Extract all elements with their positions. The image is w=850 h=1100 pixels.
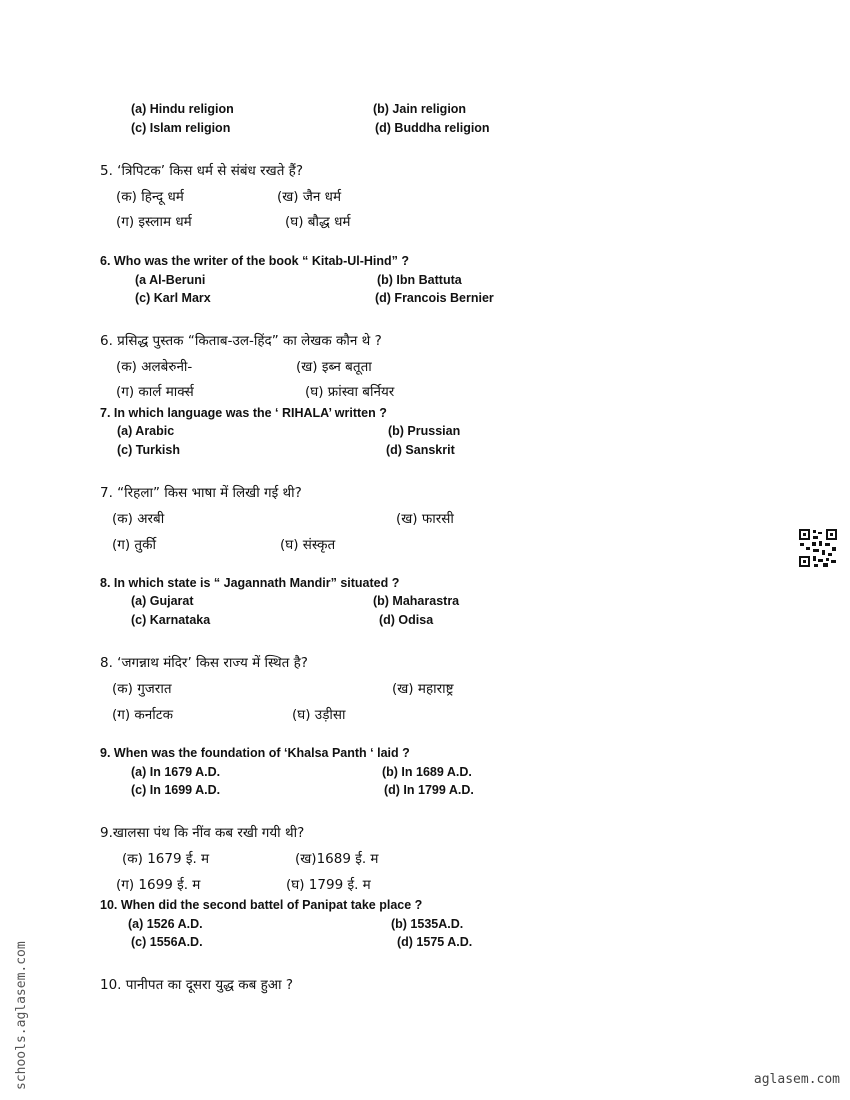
q10-option-a: (a) 1526 A.D. (128, 917, 203, 931)
q7-option-d: (d) Sanskrit (386, 443, 455, 457)
q8-option-a: (a) Gujarat (131, 594, 194, 608)
q5-hindi-option-gha: (घ) बौद्ध धर्म (285, 214, 351, 230)
q6-hindi-option-ka: (क) अलबेरुनी- (116, 359, 193, 375)
q9-hindi-option-ka: (क) 1679 ई. म (122, 851, 210, 867)
q6-hindi-question: 6. प्रसिद्ध पुस्तक “किताब-उल-हिंद” का लेखक कौन थे ? (100, 333, 382, 349)
q5-hindi-option-kha: (ख) जैन धर्म (277, 189, 342, 205)
q8-hindi-option-kha: (ख) महाराष्ट्र (392, 681, 454, 697)
q8-option-c: (c) Karnataka (131, 613, 211, 627)
q4-option-b: (b) Jain religion (373, 102, 467, 116)
q9-option-c: (c) In 1699 A.D. (131, 783, 221, 797)
q7-hindi-option-kha: (ख) फारसी (396, 511, 454, 527)
qr-code-icon (798, 528, 838, 568)
q6-hindi-option-kha: (ख) इब्न बतूता (296, 359, 372, 375)
q6-question: 6. Who was the writer of the book “ Kitab-Ul-Hind” ? (100, 254, 410, 268)
q7-option-a: (a) Arabic (117, 424, 175, 438)
q8-hindi-question: 8. ‘जगन्नाथ मंदिर’ किस राज्य में स्थित है? (100, 655, 308, 671)
q8-option-d: (d) Odisa (379, 613, 434, 627)
q8-hindi-option-ka: (क) गुजरात (112, 681, 172, 697)
q4-option-c: (c) Islam religion (131, 121, 231, 135)
q6-option-c: (c) Karl Marx (135, 291, 211, 305)
q10-option-d: (d) 1575 A.D. (397, 935, 473, 949)
q9-hindi-option-kha: (ख)1689 ई. म (295, 851, 379, 867)
q7-hindi-option-gha: (घ) संस्कृत (280, 537, 336, 553)
q9-question: 9. When was the foundation of ‘Khalsa Panth ‘ laid ? (100, 746, 410, 760)
q7-hindi-question: 7. “रिहला” किस भाषा में लिखी गई थी? (100, 485, 302, 501)
q7-hindi-option-ka: (क) अरबी (112, 511, 165, 527)
q10-hindi-question: 10. पानीपत का दूसरा युद्ध कब हुआ ? (100, 977, 294, 993)
q10-question: 10. When did the second battel of Panipat take place ? (100, 898, 423, 912)
q7-option-b: (b) Prussian (388, 424, 461, 438)
q8-hindi-option-ga: (ग) कर्नाटक (112, 707, 173, 723)
q6-hindi-option-gha: (घ) फ्रांस्वा बर्नियर (305, 384, 395, 400)
watermark-left: schools.aglasem.com (14, 941, 29, 1090)
q8-option-b: (b) Maharastra (373, 594, 460, 608)
q9-option-a: (a) In 1679 A.D. (131, 765, 221, 779)
q6-option-b: (b) Ibn Battuta (377, 273, 462, 287)
q5-hindi-option-ka: (क) हिन्दू धर्म (116, 189, 184, 205)
q10-option-c: (c) 1556A.D. (131, 935, 203, 949)
q9-hindi-question: 9.खालसा पंथ कि नींव कब रखी गयी थी? (100, 825, 305, 841)
q9-option-b: (b) In 1689 A.D. (382, 765, 472, 779)
q9-option-d: (d) In 1799 A.D. (384, 783, 474, 797)
q8-question: 8. In which state is “ Jagannath Mandir” situated ? (100, 576, 400, 590)
watermark-right: aglasem.com (753, 1072, 840, 1087)
q6-hindi-option-ga: (ग) कार्ल मार्क्स (116, 384, 194, 400)
q9-hindi-option-ga: (ग) 1699 ई. म (116, 877, 201, 893)
q6-option-d: (d) Francois Bernier (375, 291, 494, 305)
q4-option-d: (d) Buddha religion (375, 121, 490, 135)
q7-question: 7. In which language was the ‘ RIHALA’ written ? (100, 406, 387, 420)
q7-hindi-option-ga: (ग) तुर्की (112, 537, 156, 553)
q5-hindi-option-ga: (ग) इस्लाम धर्म (116, 214, 192, 230)
q8-hindi-option-gha: (घ) उड़ीसा (292, 707, 346, 723)
q10-option-b: (b) 1535A.D. (391, 917, 464, 931)
q9-hindi-option-gha: (घ) 1799 ई. म (286, 877, 371, 893)
q6-option-a: (a Al-Beruni (135, 273, 206, 287)
q4-option-a: (a) Hindu religion (131, 102, 234, 116)
q7-option-c: (c) Turkish (117, 443, 180, 457)
q5-hindi-question: 5. ‘त्रिपिटक’ किस धर्म से संबंध रखते हैं? (100, 163, 304, 179)
